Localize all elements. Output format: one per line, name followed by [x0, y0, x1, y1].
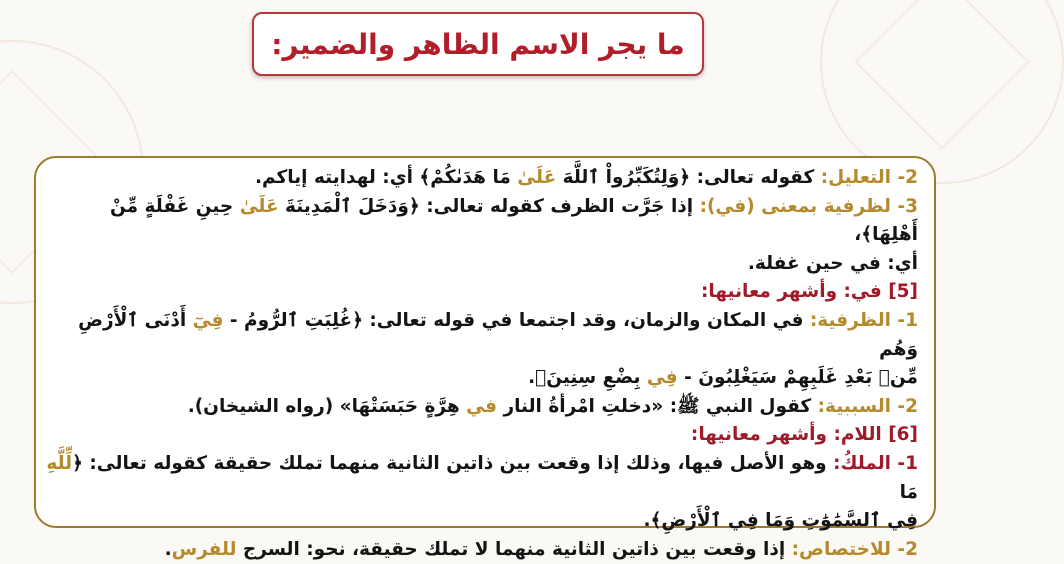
- line-fi-zarfiya-2: [44, 364, 918, 393]
- highlight-word: للفرس: [171, 538, 237, 560]
- term-label: 1- الملكُ:: [833, 452, 918, 474]
- line-text: فِي ٱلسَّمَٰوَٰتِ وَمَا فِي ٱلْأَرْضِ﴾.: [643, 510, 918, 532]
- line-text: كقول النبي ﷺ: «دخلتِ امْرأةُ النار: [497, 395, 818, 417]
- highlight-word: في: [466, 395, 498, 417]
- line-text: أَدْنَى ٱلْأَرْضِ وَهُم: [78, 309, 918, 360]
- title-box: [252, 12, 704, 76]
- term-label: 1- الظرفية:: [809, 309, 918, 331]
- heading-fi: [44, 278, 918, 307]
- section-heading: [6] اللام: وأشهر معانيها:: [690, 424, 918, 446]
- slide-title: ما يجر الاسم الظاهر والضمير:: [271, 27, 685, 61]
- highlight-word: لِّلَّهِ: [46, 452, 73, 474]
- line-text: مَا هَدَىٰكُمْ﴾ أي: لهدايته إياكم.: [254, 167, 518, 188]
- line-text: .: [164, 538, 172, 560]
- line-sababiya: [44, 393, 918, 422]
- line-text: كقوله تعالى: ﴿وَلِتُكَبِّرُواْ ٱللَّهَ: [556, 167, 821, 188]
- line-milk-1: [44, 450, 918, 507]
- content-text: [44, 164, 918, 564]
- term-label: 2- السببية:: [817, 395, 918, 417]
- heading-lam: [44, 421, 918, 450]
- line-milk-2: [44, 507, 918, 536]
- highlight-word: فِي: [646, 367, 678, 389]
- line-fi-zarfiya-1: [44, 307, 918, 364]
- line-zarfiya-1: [44, 193, 918, 250]
- line-text: حِينِ غَفْلَةٍ مِّنْ أَهْلِهَا﴾،: [110, 195, 918, 246]
- line-text: هِرَّةٍ حَبَسَتْهَا» (رواه الشيخان).: [187, 395, 467, 417]
- line-text: مِّنۢ بَعْدِ غَلَبِهِمْ سَيَغْلِبُونَ -: [677, 367, 918, 389]
- highlight-word: فِيٓ: [192, 309, 224, 331]
- line-zarfiya-2: [44, 250, 918, 279]
- line-text: إذا وقعت بين ذاتين الثانية منهما لا تملك حقيقة، نحو: السرج: [236, 538, 792, 560]
- line-text: وهو الأصل فيها، وذلك إذا وقعت بين ذاتين الثانية منهما تملك حقيقة كقوله تعالى: ﴿: [72, 452, 834, 474]
- line-ikhtisas: [44, 536, 918, 564]
- section-heading: [5] في: وأشهر معانيها:: [700, 281, 918, 303]
- term-label: 2- التعليل:: [820, 167, 918, 188]
- line-ta3lil: [44, 164, 918, 193]
- term-label: 2- للاختصاص:: [791, 538, 918, 560]
- highlight-word: عَلَىٰ: [517, 167, 557, 188]
- line-text: بِضْعِ سِنِينَ﴾.: [528, 367, 647, 389]
- term-label: 3- لظرفية بمعنى (في):: [699, 195, 918, 217]
- line-text: إذا جَرَّت الظرف كقوله تعالى: ﴿وَدَخَلَ ٱلْمَدِينَةَ: [278, 195, 700, 217]
- highlight-word: عَلَىٰ: [239, 195, 279, 217]
- line-text: مَا: [899, 481, 918, 503]
- line-text: أي: في حين غفلة.: [747, 252, 918, 274]
- line-text: في المكان والزمان، وقد اجتمعا في قوله تعالى: ﴿غُلِبَتِ ٱلرُّومُ -: [223, 309, 810, 331]
